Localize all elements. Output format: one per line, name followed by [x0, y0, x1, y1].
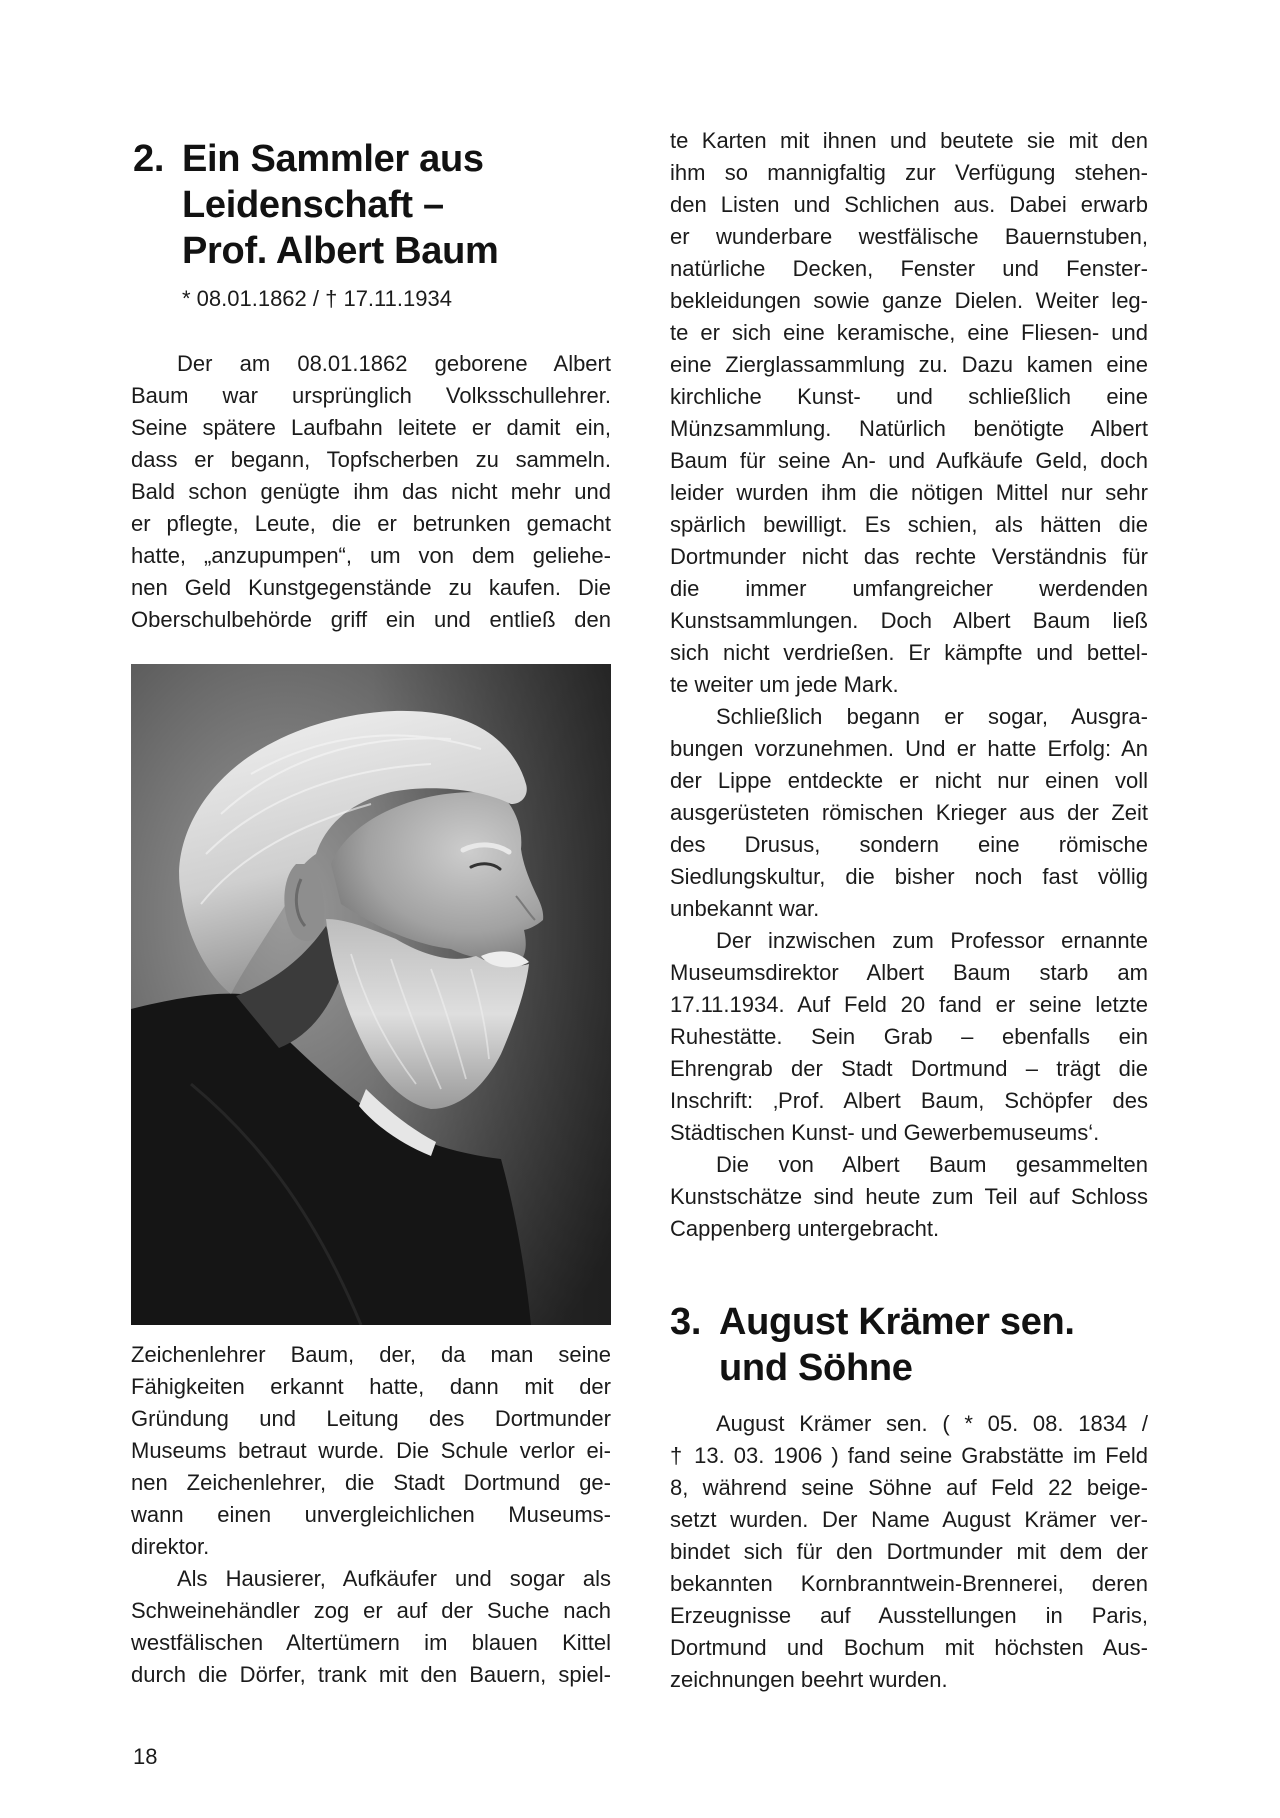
body-line: des Drusus, sondern eine römische — [670, 832, 1148, 857]
body-line: Der am 08.01.1862 geborene Albert — [177, 351, 611, 376]
body-line: zeichnungen beehrt wurden. — [670, 1667, 948, 1692]
body-line: 17.11.1934. Auf Feld 20 fand er seine letzte — [670, 992, 1148, 1017]
body-line: Bald schon genügte ihm das nicht mehr und — [131, 479, 611, 504]
body-line: Dortmund und Bochum mit höchsten Aus- — [670, 1635, 1148, 1660]
portrait-photo — [131, 664, 611, 1325]
body-line: te Karten mit ihnen und beutete sie mit den — [670, 128, 1148, 153]
body-line: sich nicht verdrießen. Er kämpfte und bettel- — [670, 640, 1148, 665]
body-line: er pflegte, Leute, die er betrunken gemacht — [131, 511, 611, 536]
section-title-text: August Krämer sen. — [719, 1301, 1075, 1343]
body-line: Siedlungskultur, die bisher noch fast völlig — [670, 864, 1148, 889]
section-number: 2. — [133, 138, 165, 180]
body-line: nen Geld Kunstgegenstände zu kaufen. Die — [131, 575, 611, 600]
section-title-line — [133, 228, 499, 274]
page-number: 18 — [133, 1744, 158, 1769]
body-line: Gründung und Leitung des Dortmunder — [131, 1406, 611, 1431]
body-line: leider wurden ihm die nötigen Mittel nur sehr — [670, 480, 1148, 505]
portrait-image — [131, 664, 611, 1325]
section-title-line — [133, 182, 499, 228]
section-title-text: und Söhne — [719, 1347, 913, 1389]
body-line: kirchliche Kunst- und schließlich eine — [670, 384, 1148, 409]
body-line: Baum für seine An- und Aufkäufe Geld, doch — [670, 448, 1148, 473]
text-block — [131, 1339, 611, 1691]
body-line: unbekannt war. — [670, 896, 820, 921]
body-line: der Lippe entdeckte er nicht nur einen voll — [670, 768, 1148, 793]
body-line: te weiter um jede Mark. — [670, 672, 899, 697]
body-line: Zeichenlehrer Baum, der, da man seine — [131, 1342, 611, 1367]
body-line: Ruhestätte. Sein Grab – ebenfalls ein — [670, 1024, 1148, 1049]
body-line: bekleidungen sowie ganze Dielen. Weiter leg- — [670, 288, 1148, 313]
text-block — [670, 125, 1148, 1245]
body-line: ausgerüsteten römischen Krieger aus der Zeit — [670, 800, 1148, 825]
body-line: Inschrift: ‚Prof. Albert Baum, Schöpfer des — [670, 1088, 1148, 1113]
text-block — [670, 1408, 1148, 1696]
text-block — [131, 348, 611, 636]
body-line: Ehrengrab der Stadt Dortmund – trägt die — [670, 1056, 1148, 1081]
body-line: 8, während seine Söhne auf Feld 22 beige- — [670, 1475, 1148, 1500]
section-title-text: Prof. Albert Baum — [182, 230, 499, 272]
body-line: Erzeugnisse auf Ausstellungen in Paris, — [670, 1603, 1148, 1628]
body-line: Fähigkeiten erkannt hatte, dann mit der — [131, 1374, 611, 1399]
body-line: Cappenberg untergebracht. — [670, 1216, 940, 1241]
body-line: Städtischen Kunst- und Gewerbemuseums‘. — [670, 1120, 1100, 1145]
body-line: Schließlich begann er sogar, Ausgra- — [716, 704, 1148, 729]
body-line: hatte, „anzupumpen“, um von dem geliehe- — [131, 543, 611, 568]
body-line: Schweinehändler zog er auf der Suche nach — [131, 1598, 611, 1623]
life-dates: * 08.01.1862 / † 17.11.1934 — [182, 286, 452, 311]
body-line: die immer umfangreicher werdenden — [670, 576, 1148, 601]
section-heading — [133, 136, 499, 274]
body-line: durch die Dörfer, trank mit den Bauern, spiel- — [131, 1662, 611, 1687]
body-line: er wunderbare westfälische Bauernstuben, — [670, 224, 1148, 249]
body-line: August Krämer sen. ( * 05. 08. 1834 / — [716, 1411, 1148, 1436]
section-title-line — [133, 136, 499, 182]
section-heading — [670, 1299, 1075, 1391]
section-title-text: Leidenschaft – — [182, 184, 444, 226]
body-line: spärlich bewilligt. Es schien, als hätten die — [670, 512, 1148, 537]
body-line: bekannten Kornbranntwein-Brennerei, deren — [670, 1571, 1148, 1596]
body-line: Als Hausierer, Aufkäufer und sogar als — [177, 1566, 611, 1591]
section-title-line — [670, 1299, 1075, 1345]
section-title-line — [670, 1345, 1075, 1391]
body-line: bindet sich für den Dortmunder mit dem der — [670, 1539, 1148, 1564]
body-line: Seine spätere Laufbahn leitete er damit ein, — [131, 415, 611, 440]
body-line: Museums betraut wurde. Die Schule verlor ei- — [131, 1438, 611, 1463]
body-line: bungen vorzunehmen. Und er hatte Erfolg: An — [670, 736, 1148, 761]
body-line: Münzsammlung. Natürlich benötigte Albert — [670, 416, 1148, 441]
body-line: den Listen und Schlichen aus. Dabei erwarb — [670, 192, 1148, 217]
section-title-text: Ein Sammler aus — [182, 138, 484, 180]
body-line: setzt wurden. Der Name August Krämer ver- — [670, 1507, 1148, 1532]
body-line: † 13. 03. 1906 ) fand seine Grabstätte im Feld — [670, 1443, 1148, 1468]
body-line: Kunstsammlungen. Doch Albert Baum ließ — [670, 608, 1148, 633]
body-line: Die von Albert Baum gesammelten — [716, 1152, 1148, 1177]
body-line: Kunstschätze sind heute zum Teil auf Schloss — [670, 1184, 1148, 1209]
body-line: Dortmunder nicht das rechte Verständnis für — [670, 544, 1148, 569]
body-line: te er sich eine keramische, eine Fliesen- und — [670, 320, 1148, 345]
body-line: Der inzwischen zum Professor ernannte — [716, 928, 1148, 953]
body-line: eine Zierglassammlung zu. Dazu kamen eine — [670, 352, 1148, 377]
body-line: Baum war ursprünglich Volksschullehrer. — [131, 383, 611, 408]
body-line: westfälischen Altertümern im blauen Kittel — [131, 1630, 611, 1655]
section-number: 3. — [670, 1301, 702, 1343]
body-line: Museumsdirektor Albert Baum starb am — [670, 960, 1148, 985]
body-line: natürliche Decken, Fenster und Fenster- — [670, 256, 1148, 281]
body-line: direktor. — [131, 1534, 210, 1559]
body-line: nen Zeichenlehrer, die Stadt Dortmund ge- — [131, 1470, 611, 1495]
body-line: wann einen unvergleichlichen Museums- — [131, 1502, 611, 1527]
body-line: ihm so mannigfaltig zur Verfügung stehen- — [670, 160, 1148, 185]
body-line: dass er begann, Topfscherben zu sammeln. — [131, 447, 611, 472]
body-line: Oberschulbehörde griff ein und entließ den — [131, 607, 611, 632]
